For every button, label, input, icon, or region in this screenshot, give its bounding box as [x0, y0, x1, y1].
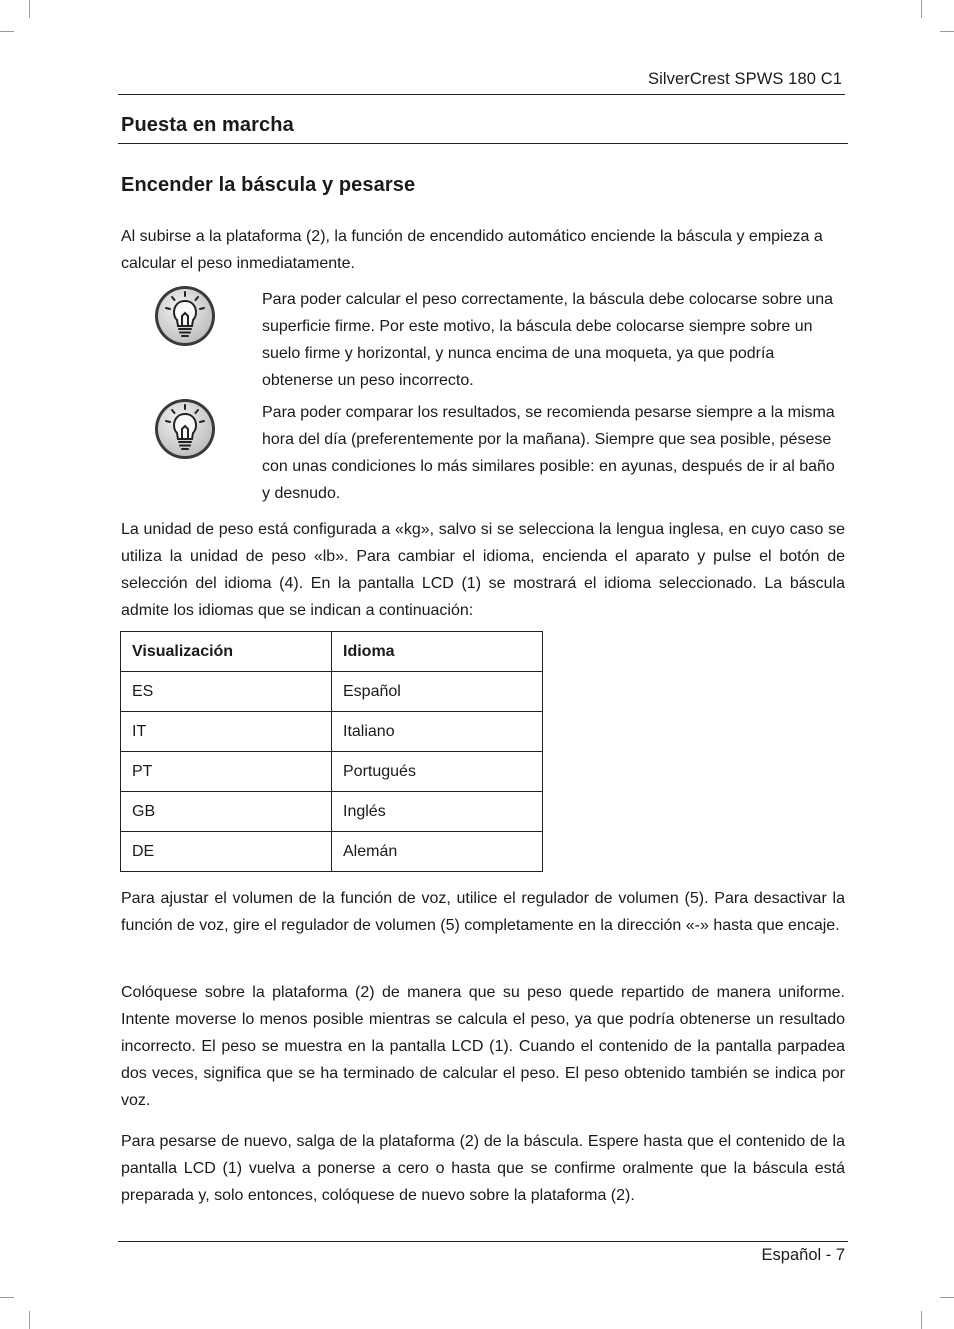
- table-header-row: [121, 632, 543, 672]
- reweigh-paragraph: Para pesarse de nuevo, salga de la plataforma (2) de la báscula. Espere hasta que el contenido de la pantalla LCD (1) vuelva a ponerse a cero o hasta que se confirme oralmente que la báscula está preparada y, solo entonces, colóquese de nuevo sobre la plataforma (2).: [121, 1133, 845, 1204]
- crop-mark: [921, 1311, 922, 1329]
- crop-mark: [29, 0, 30, 18]
- tip-text: Para poder calcular el peso correctamente, la báscula debe colocarse sobre una superficie firme. Por este motivo, la báscula debe colocarse siempre sobre un suelo firme y horizontal, y nunca encima de una moqueta, ya que podría obtenerse un peso incorrecto.: [262, 291, 833, 389]
- stand-paragraph: Colóquese sobre la plataforma (2) de manera que su peso quede repartido de manera uniforme. Intente moverse lo menos posible mientras se calcula el peso, ya que podría obtenerse un resultado incorrecto. El peso se muestra en la pantalla LCD (1). Cuando el contenido de la pantalla parpadea dos veces, significa que se ha terminado de calcular el peso. El peso obtenido también se indica por voz.: [121, 984, 845, 1109]
- intro-paragraph: Al subirse a la plataforma (2), la función de encendido automático enciende la báscula y empieza a calcular el peso inmediatamente.: [121, 228, 823, 272]
- language-name: Portugués: [332, 752, 543, 792]
- table-row: [121, 832, 543, 872]
- display-code: DE: [121, 832, 332, 872]
- language-name: Alemán: [332, 832, 543, 872]
- lightbulb-icon: [153, 284, 217, 348]
- section-title: Puesta en marcha: [121, 114, 294, 136]
- display-code: GB: [121, 792, 332, 832]
- running-header: SilverCrest SPWS 180 C1: [648, 70, 842, 88]
- page-number: Español - 7: [761, 1246, 845, 1264]
- lightbulb-icon: [153, 397, 217, 461]
- table-row: [121, 752, 543, 792]
- display-code: IT: [121, 712, 332, 752]
- display-code: ES: [121, 672, 332, 712]
- crop-mark: [29, 1311, 30, 1329]
- crop-mark: [921, 0, 922, 18]
- volume-paragraph: Para ajustar el volumen de la función de voz, utilice el regulador de volumen (5). Para desactivar la función de voz, gire el regulador de volumen (5) completamente en la dirección «-» hasta que encaje.: [121, 890, 845, 934]
- table-row: [121, 672, 543, 712]
- header-rule: [118, 94, 845, 95]
- table-row: [121, 712, 543, 752]
- tip-text: Para poder comparar los resultados, se recomienda pesarse siempre a la misma hora del día (preferentemente por la mañana). Siempre que sea posible, pésese con unas condiciones lo más similares posible: en ayunas, después de ir al baño y desnudo.: [262, 404, 835, 502]
- display-code: PT: [121, 752, 332, 792]
- section-rule: [118, 143, 848, 144]
- column-header-display: Visualización: [121, 632, 332, 672]
- crop-mark: [0, 1297, 14, 1298]
- crop-mark: [0, 31, 14, 32]
- language-name: Español: [332, 672, 543, 712]
- language-table: [120, 631, 543, 872]
- table-row: [121, 792, 543, 832]
- column-header-language: Idioma: [332, 632, 543, 672]
- language-name: Inglés: [332, 792, 543, 832]
- unit-paragraph: La unidad de peso está configurada a «kg», salvo si se selecciona la lengua inglesa, en cuyo caso se utiliza la unidad de peso «lb». Para cambiar el idioma, encienda el aparato y pulse el botón de selección del idioma (4). En la pantalla LCD (1) se mostrará el idioma seleccionado. La báscula admite los idiomas que se indican a continuación:: [121, 521, 845, 619]
- subsection-title: Encender la báscula y pesarse: [121, 174, 416, 196]
- language-name: Italiano: [332, 712, 543, 752]
- footer-rule: [118, 1241, 848, 1242]
- crop-mark: [940, 31, 954, 32]
- crop-mark: [940, 1297, 954, 1298]
